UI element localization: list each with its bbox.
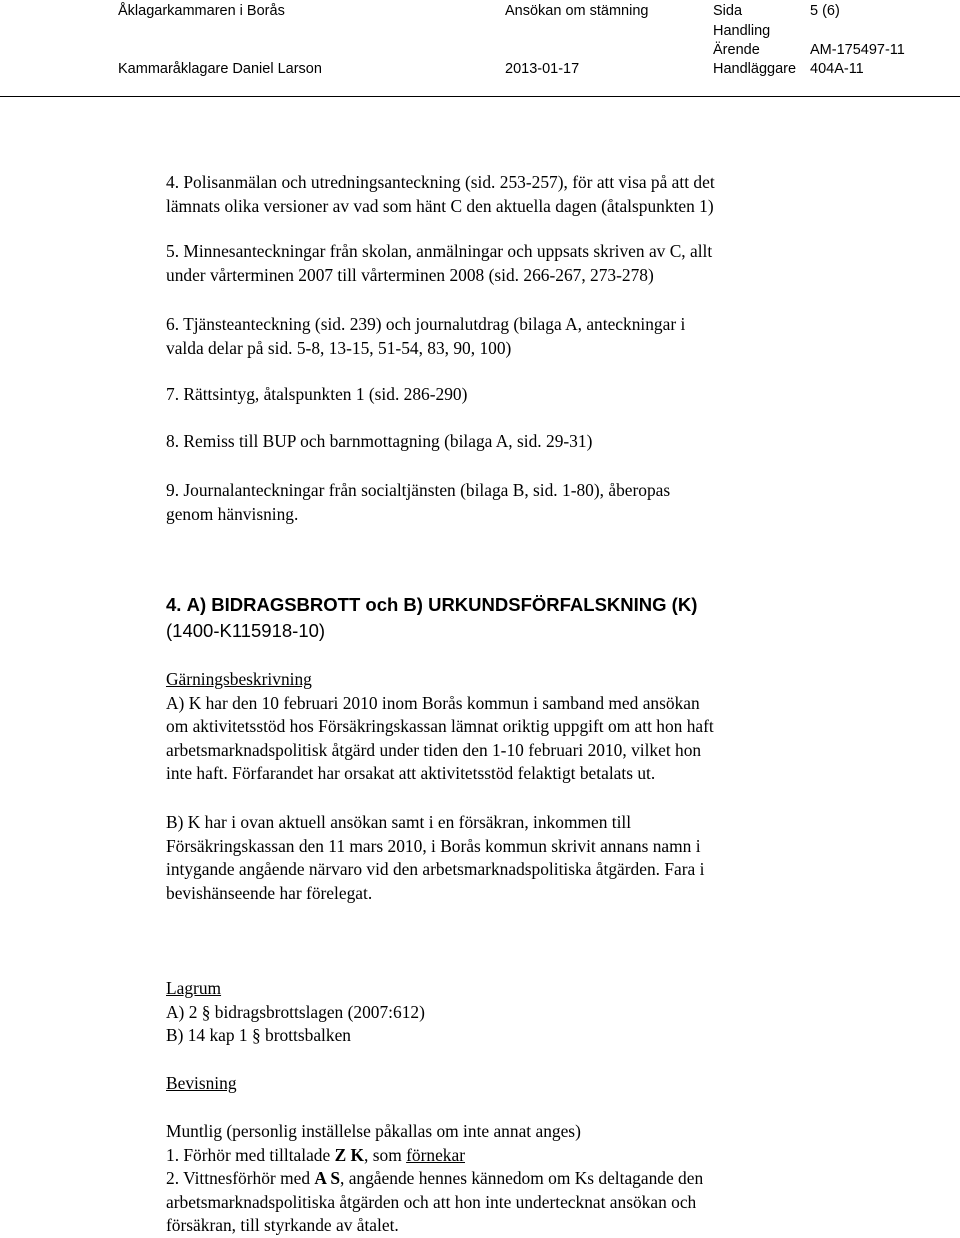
arende-number: AM-175497-11 [810,42,905,58]
header-divider [0,96,960,97]
bevisning-item-1 [166,1144,826,1168]
section-heading: A) BIDRAGSBROTT och B) URKUNDSFÖRFALSKNING (K) [186,594,698,615]
garningsbeskrivning-block [166,668,826,786]
page-label: Sida [713,3,743,19]
bevisning-item-2 [166,1167,826,1191]
bevisning-heading: Bevisning [166,1073,237,1093]
witness-name: A S [314,1168,340,1188]
evidence-line: lämnats olika versioner av vad som hänt C den aktuella dagen (åtalspunkten 1) [166,195,714,216]
section-number: 4. [166,594,182,615]
handlaggare-label: Handläggare [713,61,797,77]
section-code: (1400-K115918-10) [166,620,326,641]
document-type: Ansökan om stämning [505,3,649,19]
office-name: Åklagarkammaren i Borås [118,3,285,19]
bevisning-line: försäkran, till styrkande av åtalet. [166,1215,399,1235]
handling-label: Handling [713,23,771,39]
evidence-line: under vårterminen 2007 till vårterminen 2008 (sid. 266-267, 273-278) [166,264,654,285]
bevisning-text: , som [364,1144,407,1165]
section-title [166,593,697,617]
evidence-item [166,171,826,218]
bevisning-text: 2. Vittnesförhör med [166,1168,315,1188]
bevisning-block [166,1120,826,1238]
evidence-line: 5. Minnesanteckningar från skolan, anmälningar och uppsats skriven av C, allt [166,241,713,261]
bevisning-line: arbetsmarknadspolitiska åtgärden och att hon inte undertecknat ansökan och [166,1191,697,1212]
description-line: om aktivitetsstöd hos Försäkringskassan lämnat oriktig uppgift om att hon haft [166,716,714,736]
description-line: arbetsmarknadspolitisk åtgärd under tiden den 1-10 februari 2010, vilket hon [166,739,702,760]
lagrum-line: B) 14 kap 1 § brottsbalken [166,1025,351,1045]
handlaggare-number: 404A-11 [810,61,864,77]
evidence-line: 8. Remiss till BUP och barnmottagning (bilaga A, sid. 29-31) [166,431,593,451]
evidence-item [166,383,826,407]
description-line: B) K har i ovan aktuell ansökan samt i en försäkran, inkommen till [166,812,632,832]
description-line: inte haft. Förfarandet har orsakat att aktivitetsstöd felaktigt betalats ut. [166,763,656,783]
document-date: 2013-01-17 [505,61,580,77]
evidence-item [166,430,826,454]
evidence-line: 7. Rättsintyg, åtalspunkten 1 (sid. 286-290) [166,384,468,404]
lagrum-heading: Lagrum [166,978,222,998]
bevisning-intro: Muntlig (personlig inställelse påkallas om inte annat anges) [166,1121,581,1141]
arende-label: Ärende [713,42,760,58]
garningsbeskrivning-heading: Gärningsbeskrivning [166,669,312,689]
description-line: Försäkringskassan den 11 mars 2010, i Borås kommun skrivit annans namn i [166,835,701,856]
bevisning-text: , angående hennes kännedom om Ks deltagande den [340,1168,704,1188]
evidence-line: 9. Journalanteckningar från socialtjänsten (bilaga B, sid. 1-80), åberopas [166,480,671,500]
lagrum-block [166,977,826,1048]
evidence-item [166,313,826,360]
bevisning-text: 1. Förhör med tilltalade [166,1144,335,1165]
page-number: 5 (6) [810,3,840,19]
lagrum-line: A) 2 § bidragsbrottslagen (2007:612) [166,1001,425,1022]
defendant-name: Z K [334,1144,365,1165]
bevisning-heading-block [166,1072,826,1096]
prosecutor-name: Kammaråklagare Daniel Larson [118,61,322,77]
evidence-line: genom hänvisning. [166,503,299,524]
evidence-line: 6. Tjänsteanteckning (sid. 239) och journalutdrag (bilaga A, anteckningar i [166,314,686,334]
evidence-line: valda delar på sid. 5-8, 13-15, 51-54, 83, 90, 100) [166,337,512,358]
document-header [0,0,960,97]
description-line: A) K har den 10 februari 2010 inom Borås kommun i samband med ansökan [166,692,700,713]
evidence-item [166,479,826,526]
evidence-line: 4. Polisanmälan och utredningsanteckning (sid. 253-257), för att visa på att det [166,172,715,192]
description-line: intygande angående närvaro vid den arbetsmarknadspolitiska åtgärden. Fara i [166,859,705,879]
description-line: bevishänseende har förelegat. [166,882,373,903]
evidence-item [166,240,826,287]
plea-status: förnekar [406,1144,465,1165]
garningsbeskrivning-b-block [166,811,826,905]
